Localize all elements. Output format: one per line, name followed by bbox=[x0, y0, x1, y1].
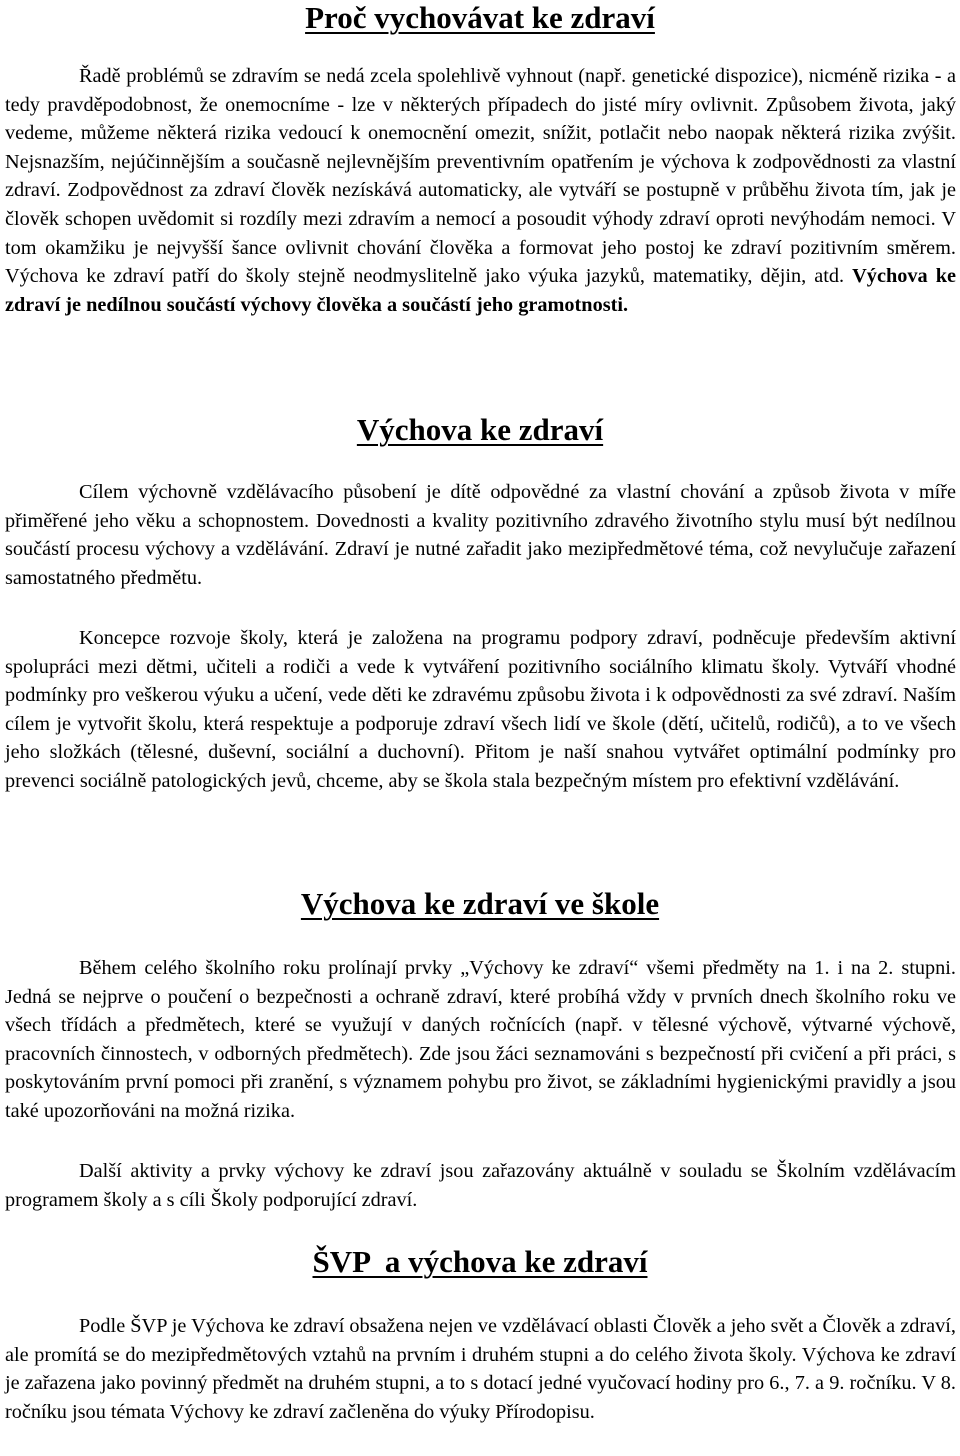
paragraph-intro-text: Řadě problémů se zdravím se nedá zcela spolehlivě vyhnout (např. genetické dispozice), nicméně rizika - a tedy pravděpodobnost, že onemocníme - lze v některých případech do jisté míry ovlivnit. Způsobem života, jaký vedeme, můžeme některá rizika vedoucí k onemocnění omezit, snížit, potlačit nebo naopak některá rizika zvýšit. Nejsnazším, nejúčinnějším a současně nejlevnějším preventivním opatřením je výchova k zodpovědnosti za vlastní zdraví. Zodpovědnost za zdraví člověk nezískává automaticky, ale vytváří se postupně v průběhu života tím, jak je člověk schopen uvědomit si rozdíly mezi zdravím a nemocí a posoudit výhody zdraví oproti nevýhodám nemoci. V tom okamžiku je nejvyšší šance ovlivnit chování člověka a formovat jeho postoj ke zdraví pozitivním směrem. Výchova ke zdraví patří do školy stejně neodmyslitelně jako výuka jazyků, matematiky, dějin, atd. bbox=[5, 65, 956, 288]
section-heading-vychova: Výchova ke zdraví bbox=[356, 412, 604, 447]
paragraph-podle-svp: Podle ŠVP je Výchova ke zdraví obsažena nejen ve vzdělávací oblasti Člověk a jeho svět a Člověk a zdraví, ale promítá se do mezipředmětových vztahů na prvním i druhém stupni a do celého života školy. Výchova ke zdraví je zařazena jako povinný předmět na druhém stupni, a to s dotací jedné vyučovací hodiny pro 6., 7. a 9. ročníku. V 8. ročníku jsou témata Výchovy ke zdraví začleněna do výuky Přírodopisu. bbox=[5, 1315, 956, 1423]
page-title: Proč vychovávat ke zdraví bbox=[305, 0, 655, 35]
paragraph-intro-bold: Výchova ke zdraví je nedílnou součástí výchovy člověka a součástí jeho gramotnosti. bbox=[5, 265, 956, 316]
section-heading-svp: ŠVP a výchova ke zdraví bbox=[312, 1244, 648, 1279]
paragraph-dalsi: Další aktivity a prvky výchovy ke zdraví jsou zařazovány aktuálně v souladu se Školním vzdělávacím programem školy a s cíli Školy podporující zdraví. bbox=[5, 1160, 956, 1211]
section-heading-ve-skole: Výchova ke zdraví ve škole bbox=[300, 886, 660, 921]
paragraph-koncepce: Koncepce rozvoje školy, která je založena na programu podpory zdraví, podněcuje především aktivní spolupráci mezi dětmi, učiteli a rodiči a vede k vytváření pozitivního sociálního klimatu školy. Vytváří vhodné podmínky pro veškerou výuku a učení, vede děti ke zdravému způsobu života i k odpovědnosti za své zdraví. Naším cílem je vytvořit školu, která respektuje a podporuje zdraví všech lidí ve škole (dětí, učitelů, rodičů), a to ve všech jeho složkách (tělesné, duševní, sociální a duchovní). Přitom je naší snahou vytvářet optimální podmínky pro prevenci sociálně patologických jevů, chceme, aby se škola stala bezpečným místem pro efektivní vzdělávání. bbox=[5, 627, 956, 792]
paragraph-behem: Během celého školního roku prolínají prvky „Výchovy ke zdraví“ všemi předměty na 1. i na 2. stupni. Jedná se nejprve o poučení o bezpečnosti a ochraně zdraví, které probíhá vždy v prvních dnech školního roku ve všech třídách a předmětech, které se využují v daných ročnících (např. v tělesné výchově, výtvarné výchově, pracovních činnostech, v odborných předmětech). Zde jsou žáci seznamováni s bezpečností při cvičení a při práci, s poskytováním první pomoci při zranění, s významem pohybu pro život, se základními hygienickými pravidly a jsou také upozorňováni na možná rizika. bbox=[5, 957, 956, 1122]
paragraph-cilem: Cílem výchovně vzdělávacího působení je dítě odpovědné za vlastní chování a způsob života v míře přiměřené jeho věku a schopnostem. Dovednosti a kvality pozitivního zdravého životního stylu musí být nedílnou součástí procesu výchovy a vzdělávání. Zdraví je nutné zařadit jako mezipředmětové téma, což nevylučuje zařazení samostatného předmětu. bbox=[5, 481, 956, 589]
paragraph-intro bbox=[5, 62, 956, 319]
